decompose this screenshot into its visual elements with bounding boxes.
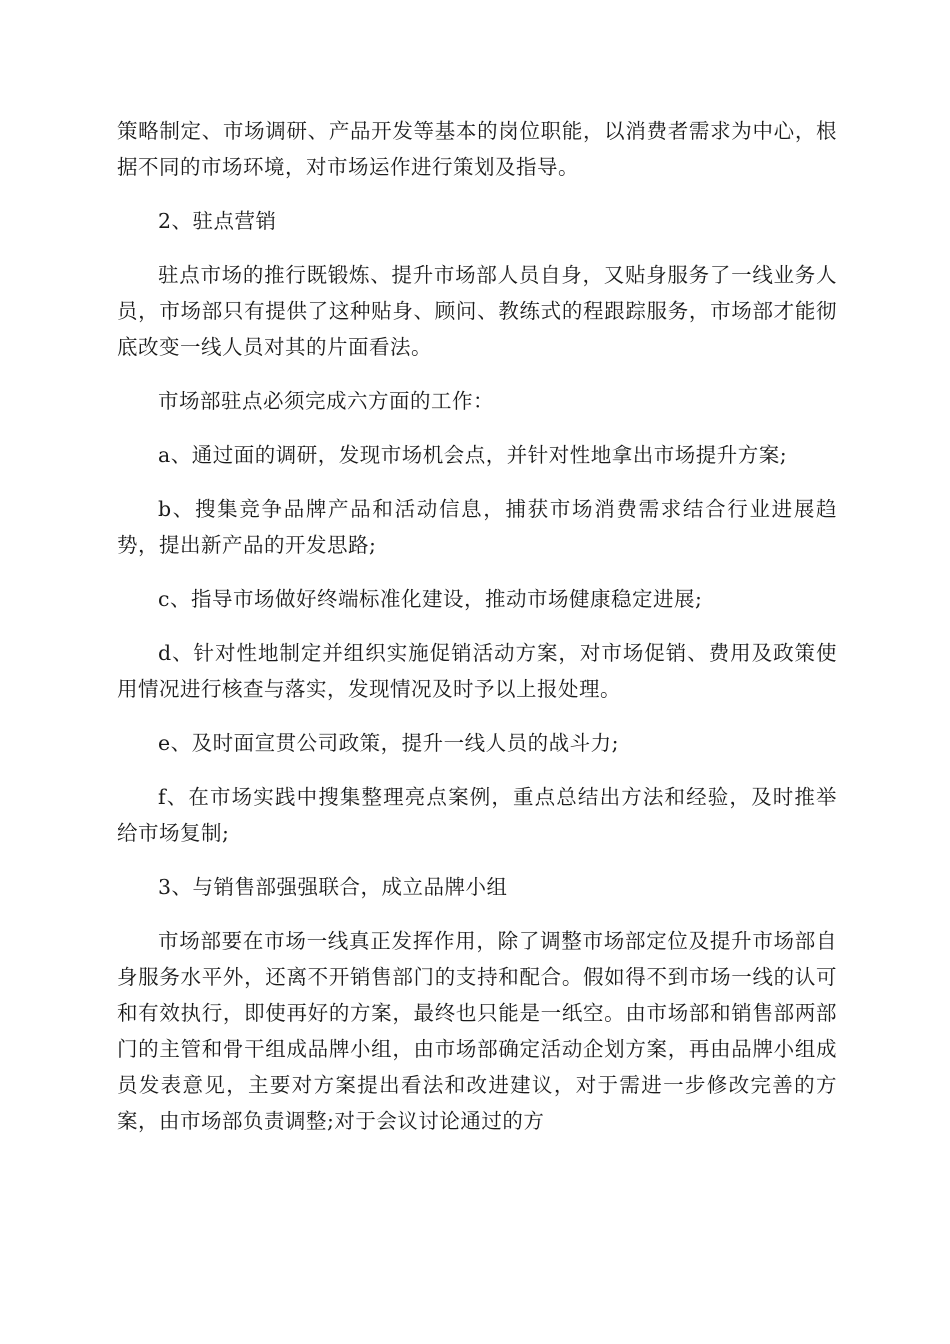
list-item-c: c、指导市场做好终端标准化建设，推动市场健康稳定进展; [158, 587, 703, 611]
paragraph: 市场部驻点必须完成六方面的工作： [158, 389, 494, 413]
list-item-d: d、针对性地制定并组织实施促销活动方案，对市场促销、费用及政策使用情况进行核查与落实，发现情况及时予以上报处理。 [117, 641, 837, 701]
list-item-a: a、通过面的调研，发现市场机会点，并针对性地拿出市场提升方案; [158, 443, 788, 467]
list-item-f: f、在市场实践中搜集整理亮点案例，重点总结出方法和经验，及时推举给市场复制; [117, 785, 837, 845]
section-heading-2: 2、驻点营销 [158, 209, 277, 233]
paragraph-continuation: 策略制定、市场调研、产品开发等基本的岗位职能，以消费者需求为中心，根据不同的市场环境，对市场运作进行策划及指导。 [117, 119, 837, 179]
section-heading-3: 3、与销售部强强联合，成立品牌小组 [158, 875, 508, 899]
list-item-e: e、及时面宣贯公司政策，提升一线人员的战斗力; [158, 731, 620, 755]
list-item-b: b、搜集竞争品牌产品和活动信息，捕获市场消费需求结合行业进展趋势，提出新产品的开发思路; [117, 497, 837, 557]
document-body [117, 113, 837, 1157]
paragraph: 驻点市场的推行既锻炼、提升市场部人员自身，又贴身服务了一线业务人员，市场部只有提供了这种贴身、顾问、教练式的程跟踪服务，市场部才能彻底改变一线人员对其的片面看法。 [117, 263, 837, 359]
paragraph: 市场部要在市场一线真正发挥作用，除了调整市场部定位及提升市场部自身服务水平外，还离不开销售部门的支持和配合。假如得不到市场一线的认可和有效执行，即使再好的方案，最终也只能是一纸空。由市场部和销售部两部门的主管和骨干组成品牌小组，由市场部确定活动企划方案，再由品牌小组成员发表意见，主要对方案提出看法和改进建议，对于需进一步修改完善的方案，由市场部负责调整;对于会议讨论通过的方 [117, 929, 837, 1133]
